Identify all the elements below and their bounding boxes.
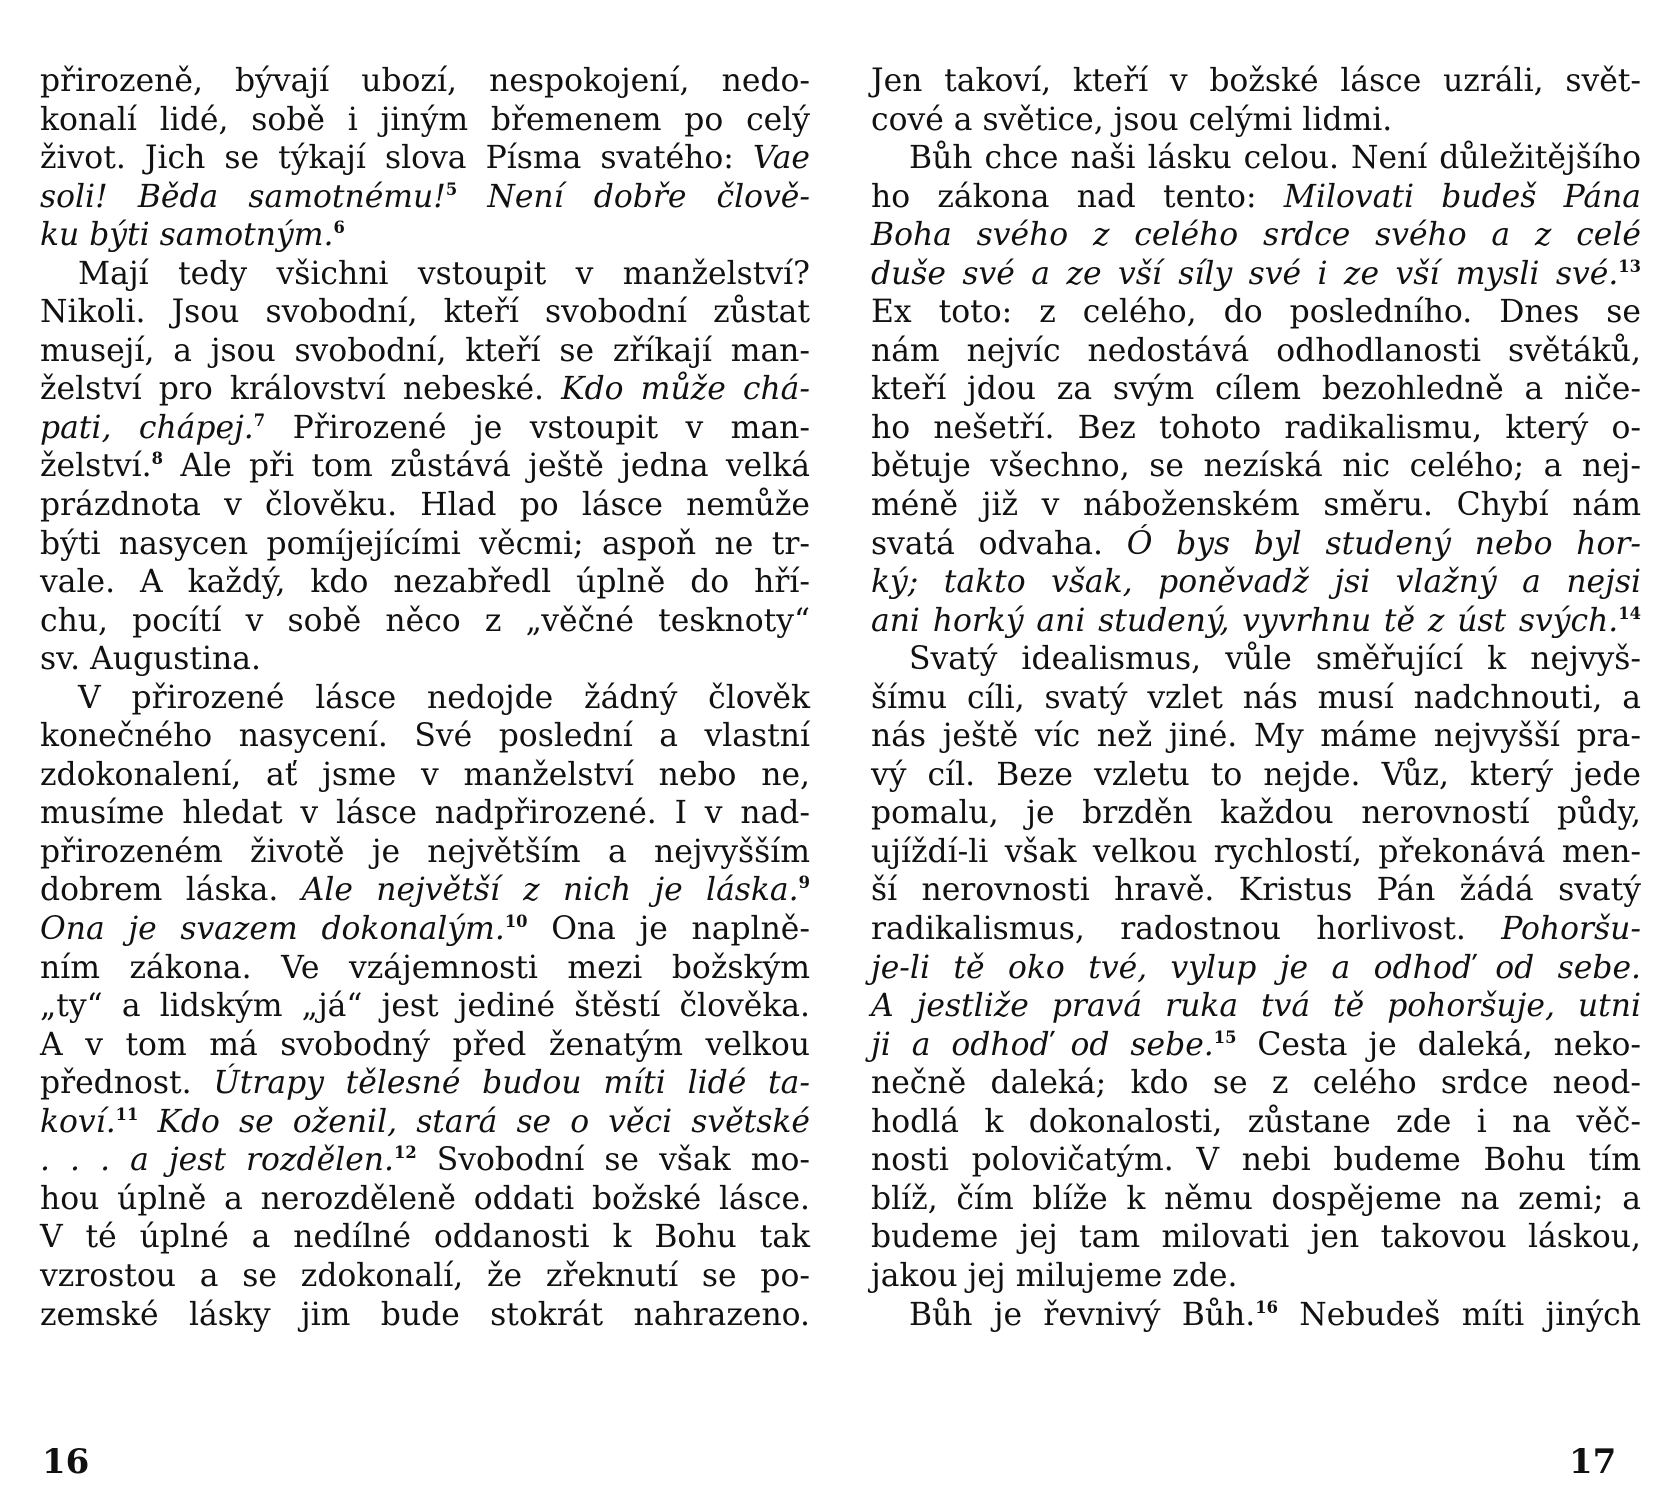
text-run: Ex toto: z celého, do posledního. Dnes se <box>871 294 1641 331</box>
text-line <box>871 409 1641 448</box>
text-line <box>871 756 1641 795</box>
text-run: konalí lidé, sobě i jiným břemenem po celý <box>40 101 810 138</box>
text-run: blíž, čím blíže k němu dospějeme na zemi; a <box>871 1180 1641 1217</box>
italic-quote: Ó bys byl studený nebo hor- <box>1126 525 1641 562</box>
text-run: pomalu, je brzděn každou nerovností půdy, <box>871 795 1641 832</box>
text-run: nečně daleká; kdo se z celého srdce neod- <box>871 1065 1641 1102</box>
text-line <box>40 1064 810 1103</box>
footnote-ref: 7 <box>253 410 266 430</box>
text-run: Jen takoví, kteří v božské lásce uzráli, svět- <box>871 63 1641 99</box>
italic-quote: Milovati budeš Pána <box>1283 178 1641 215</box>
italic-quote: Vae <box>752 140 810 177</box>
footnote-ref: 9 <box>798 873 810 893</box>
footnote-ref: 8 <box>151 449 163 469</box>
text-line <box>40 679 810 718</box>
text-run: život. Jich se týkají slova Písma svatého: <box>40 140 753 177</box>
text-run: ním zákona. Ve vzájemnosti mezi božským <box>40 949 810 986</box>
text-run: přirozeném životě je největším a nejvyšším <box>40 833 810 870</box>
footnote-ref: 15 <box>1213 1027 1237 1047</box>
text-column <box>40 62 810 1334</box>
text-run: budeme jej tam milovati jen takovou láskou, <box>871 1219 1641 1256</box>
text-line <box>871 370 1641 409</box>
text-line <box>871 447 1641 486</box>
text-line <box>871 101 1641 140</box>
text-line <box>40 370 810 409</box>
text-run: méně již v náboženském směru. Chybí nám <box>871 487 1641 524</box>
italic-quote: ji a odhoď od sebe. <box>871 1026 1214 1063</box>
footnote-ref: 5 <box>445 179 458 199</box>
italic-quote: je-li tě oko tvé, vylup je a odhoď od sebe. <box>871 949 1641 986</box>
text-run: nám nejvíc nedostává odhodlanosti světáků, <box>871 332 1641 369</box>
text-line <box>40 178 810 217</box>
text-run: sv. Augustina. <box>40 641 261 678</box>
text-line <box>871 332 1641 371</box>
text-line <box>871 910 1641 949</box>
text-line <box>40 447 810 486</box>
text-line <box>40 602 810 641</box>
text-run: V té úplné a nedílné oddanosti k Bohu tak <box>40 1219 810 1256</box>
italic-quote: Ale největší z nich je láska. <box>301 872 799 909</box>
text-run <box>138 1104 157 1140</box>
text-line <box>871 679 1641 718</box>
text-line <box>40 1296 810 1335</box>
text-run: ší nerovnosti hravě. Kristus Pán žádá svatý <box>871 872 1641 909</box>
text-line <box>871 949 1641 988</box>
text-run: vzrostou a se zdokonalí, že zřeknutí se po- <box>40 1257 810 1294</box>
text-line <box>40 871 810 910</box>
text-run: Bůh je řevnivý Bůh. <box>909 1296 1256 1333</box>
text-line <box>871 602 1641 641</box>
text-line <box>871 255 1641 294</box>
italic-quote: duše své a ze vší síly své i ze vší mysli své. <box>871 255 1619 292</box>
text-line <box>871 717 1641 756</box>
text-line <box>40 910 810 949</box>
text-run: dobrem láska. <box>40 872 302 909</box>
text-line <box>871 794 1641 833</box>
footnote-ref: 6 <box>333 217 345 237</box>
italic-quote: Kdo může chá- <box>561 371 810 408</box>
text-run: nosti polovičatým. V nebi budeme Bohu tím <box>871 1142 1641 1179</box>
text-run: ujíždí-li však velkou rychlostí, překonává men- <box>871 833 1641 870</box>
text-line <box>871 216 1641 255</box>
italic-quote: Útrapy tělesné budou míti lidé ta- <box>213 1065 810 1102</box>
text-line <box>40 794 810 833</box>
text-line <box>40 833 810 872</box>
italic-quote: Pohoršu- <box>1501 911 1641 948</box>
italic-quote: koví. <box>40 1103 116 1140</box>
footnote-ref: 13 <box>1618 256 1641 276</box>
text-line <box>871 1296 1641 1335</box>
italic-quote: A jestliže pravá ruka tvá tě pohoršuje, utni <box>871 988 1641 1025</box>
text-run: Svatý idealismus, vůle směřující k nejvyš- <box>909 641 1641 678</box>
text-line <box>871 525 1641 564</box>
text-line <box>40 216 810 255</box>
text-run: hodlá k dokonalosti, zůstane zde i na věč- <box>871 1103 1641 1140</box>
text-run: přirozeně, bývají ubozí, nespokojení, nedo- <box>40 63 810 99</box>
footnote-ref: 16 <box>1255 1297 1278 1317</box>
text-run: kteří jdou za svým cílem bezohledně a niče- <box>871 371 1641 408</box>
text-line <box>40 563 810 602</box>
footnote-ref: 10 <box>504 911 528 931</box>
italic-quote: ký; takto však, poněvadž jsi vlažný a nejsi <box>871 564 1641 601</box>
italic-quote: Boha svého z celého srdce svého a z celé <box>871 217 1641 254</box>
text-run: radikalismus, radostnou horlivost. <box>871 911 1502 948</box>
text-run: Přirozené je vstoupit v man- <box>265 409 810 446</box>
text-line <box>40 640 810 679</box>
text-run: jakou jej milujeme zde. <box>871 1257 1238 1294</box>
text-run: želství. <box>40 448 152 485</box>
text-line <box>40 1026 810 1065</box>
text-run: Bůh chce naši lásku celou. Není důležitějšího <box>909 140 1641 177</box>
text-run: ho nešetří. Bez tohoto radikalismu, který o- <box>871 409 1641 446</box>
text-line <box>871 178 1641 217</box>
page-number: 16 <box>42 1442 90 1482</box>
text-line <box>40 332 810 371</box>
italic-quote: ku býti samotným. <box>40 217 334 254</box>
text-run: přednost. <box>40 1065 214 1102</box>
text-line <box>871 1103 1641 1142</box>
text-line <box>871 1180 1641 1219</box>
text-line <box>40 987 810 1026</box>
text-line <box>40 409 810 448</box>
text-line <box>40 1141 810 1180</box>
text-line <box>871 1141 1641 1180</box>
text-line <box>40 101 810 140</box>
text-line <box>40 293 810 332</box>
text-run: chu, pocítí v sobě něco z „věčné tesknoty“ <box>40 602 810 639</box>
italic-quote: Ona je svazem dokonalým. <box>40 911 505 948</box>
text-line <box>871 871 1641 910</box>
text-line <box>40 525 810 564</box>
text-column <box>871 62 1641 1334</box>
text-line <box>871 139 1641 178</box>
text-run: A v tom má svobodný před ženatým velkou <box>40 1026 810 1063</box>
text-run: vý cíl. Beze vzletu to nejde. Vůz, který jede <box>871 756 1641 793</box>
text-run: prázdnota v člověku. Hlad po lásce nemůže <box>40 487 810 524</box>
text-line <box>871 563 1641 602</box>
text-line <box>871 1026 1641 1065</box>
text-run: nás ještě víc než jiné. My máme nejvyšší pra- <box>871 718 1641 755</box>
footnote-ref: 14 <box>1618 603 1641 623</box>
italic-quote: Není dobře člově- <box>487 178 810 215</box>
text-line <box>871 1218 1641 1257</box>
text-line <box>871 1257 1641 1296</box>
text-line <box>40 1218 810 1257</box>
text-run: hou úplně a nerozděleně oddati božské lásce. <box>40 1180 810 1217</box>
italic-quote: ani horký ani studený, vyvrhnu tě z úst svých. <box>871 602 1619 639</box>
italic-quote: pati, chápej. <box>40 409 254 446</box>
text-line <box>871 486 1641 525</box>
text-line <box>40 486 810 525</box>
text-run: musejí, a jsou svobodní, kteří se zříkají man- <box>40 332 810 369</box>
footnote-ref: 11 <box>115 1104 139 1124</box>
text-run: Svobodní se však mo- <box>416 1142 810 1179</box>
text-run: musíme hledat v lásce nadpřirozené. I v nad- <box>40 795 810 832</box>
text-line <box>871 640 1641 679</box>
text-run: Ona je naplně- <box>527 911 810 948</box>
text-line <box>40 756 810 795</box>
footnote-ref: 12 <box>393 1143 417 1163</box>
text-line <box>871 987 1641 1026</box>
text-run: šímu cíli, svatý vzlet nás musí nadchnouti, a <box>871 679 1641 716</box>
text-run: V přirozené lásce nedojde žádný člověk <box>78 679 810 716</box>
page-number: 17 <box>1569 1442 1617 1482</box>
text-run: zemské lásky jim bude stokrát nahrazeno. <box>40 1296 810 1333</box>
text-run: „ty“ a lidským „já“ jest jediné štěstí člověka. <box>40 988 810 1025</box>
text-line <box>40 62 810 101</box>
text-line <box>40 139 810 178</box>
italic-quote: soli! Běda samotnému! <box>40 178 446 215</box>
text-run: svatá odvaha. <box>871 525 1127 562</box>
text-line <box>40 1180 810 1219</box>
text-run: Nikoli. Jsou svobodní, kteří svobodní zůstat <box>40 294 810 331</box>
text-run: cové a světice, jsou celými lidmi. <box>871 101 1393 138</box>
text-run: želství pro království nebeské. <box>40 371 562 408</box>
text-line <box>871 293 1641 332</box>
text-run: Mají tedy všichni vstoupit v manželství? <box>78 255 810 292</box>
text-line <box>871 833 1641 872</box>
text-run: Ale při tom zůstává ještě jedna velká <box>163 448 810 485</box>
italic-quote: . . . a jest rozdělen. <box>40 1142 394 1179</box>
text-line <box>40 1257 810 1296</box>
text-line <box>40 255 810 294</box>
text-run: Cesta je daleká, neko- <box>1236 1026 1642 1063</box>
text-line <box>871 1064 1641 1103</box>
text-line <box>40 949 810 988</box>
text-line <box>871 62 1641 101</box>
text-run: bětuje všechno, se nezíská nic celého; a nej- <box>871 448 1641 485</box>
text-run: konečného nasycení. Své poslední a vlastní <box>40 718 810 755</box>
text-run: ho zákona nad tento: <box>871 178 1284 215</box>
italic-quote: Kdo se oženil, stará se o věci světské <box>157 1103 811 1140</box>
text-line <box>40 717 810 756</box>
text-run: zdokonalení, ať jsme v manželství nebo ne, <box>40 756 810 793</box>
text-run <box>457 179 487 215</box>
text-run: vale. A každý, kdo nezabředl úplně do hří- <box>40 564 810 601</box>
text-line <box>40 1103 810 1142</box>
text-run: býti nasycen pomíjejícími věcmi; aspoň ne tr- <box>40 525 810 562</box>
text-run: Nebudeš míti jiných <box>1277 1296 1641 1333</box>
